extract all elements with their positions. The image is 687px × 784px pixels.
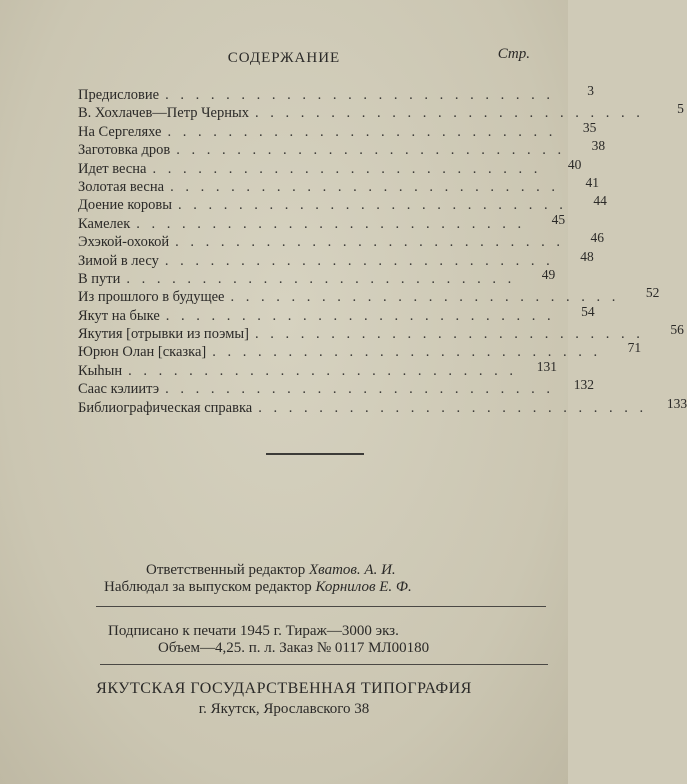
editor-label: Ответственный редактор [146,562,306,578]
leader-dots: . . . . . . . . . . . . . . . . . . . . . . . . . . [165,87,554,103]
toc-entry-page: 56 [670,322,684,338]
toc-entry-page: 3 [587,83,594,98]
toc-entry-title: Юрюн Олан [сказка] [78,344,207,361]
toc-entry-page: 40 [567,156,582,172]
toc-entry-title: Саас кэлиитэ [78,381,160,398]
toc-entry-title: Кыһын [78,362,123,379]
toc-entry-page: 132 [573,377,594,393]
toc-entry-title: Якут на быке [78,307,160,324]
leader-dots: . . . . . . . . . . . . . . . . . . . . . . . . . . [165,381,554,398]
toc-entry-title: Золотая весна [78,178,165,195]
supervisor-line [104,579,412,596]
toc-entry-title: Библиографическая справка [78,399,253,416]
toc-entry-title: В. Хохлачев—Петр Черных [78,105,249,122]
toc-entry-page: 133 [666,395,687,411]
table-of-contents [78,83,687,417]
print-info-line-1: Подписано к печати 1945 г. Тираж—3000 экз. [108,623,399,639]
toc-entry [78,211,566,233]
toc-entry [78,285,660,306]
leader-dots: . . . . . . . . . . . . . . . . . . . . . . . . . . [176,142,566,159]
toc-entry [78,101,684,122]
toc-entry-page: 131 [536,358,558,374]
toc-entry [78,83,594,104]
toc-entry [78,358,558,380]
page-column-label: Стр. [497,46,530,62]
leader-dots: . . . . . . . . . . . . . . . . . . . . . . . . . . [167,123,557,140]
toc-entry-page: 35 [582,119,597,135]
toc-entry-title: Доение коровы [78,197,172,214]
toc-entry [78,266,556,288]
toc-entry [78,138,606,159]
toc-entry-title: Зимой в лесу [78,252,159,269]
toc-entry-page: 52 [645,285,660,301]
toc-entry [78,156,582,178]
toc-entry-title: Заготовка дров [78,142,171,159]
toc-entry-page: 54 [581,303,595,319]
toc-entry-title: Идет весна [78,160,147,177]
toc-entry [78,248,594,270]
leader-dots: . . . . . . . . . . . . . . . . . . . . . . . . . . [128,362,518,379]
supervisor-name: Корнилов Е. Ф. [315,579,412,595]
leader-dots: . . . . . . . . . . . . . . . . . . . . . . . . . . [230,289,620,306]
leader-dots: . . . . . . . . . . . . . . . . . . . . . . . . . . [254,326,644,343]
leader-dots: . . . . . . . . . . . . . . . . . . . . . . . . . . [165,307,555,324]
toc-entry [78,230,605,251]
leader-dots: . . . . . . . . . . . . . . . . . . . . . . . . . . [164,252,554,269]
toc-entry-page: 46 [590,230,605,246]
section-divider [266,453,364,455]
print-info-line-2: Объем—4,25. п. л. Заказ № 0117 МЛ00180 [158,640,430,656]
leader-dots: . . . . . . . . . . . . . . . . . . . . . . . . . . [152,160,542,177]
publisher-name: ЯКУТСКАЯ ГОСУДАРСТВЕННАЯ ТИПОГРАФИЯ [96,680,472,697]
supervisor-label: Наблюдал за выпуском редактор [104,579,312,595]
divider-line [96,606,546,607]
toc-entry-title: В пути [78,270,121,287]
toc-entry-page: 45 [551,211,566,227]
toc-entry-page: 41 [585,174,599,190]
toc-entry [78,303,595,325]
leader-dots: . . . . . . . . . . . . . . . . . . . . . . . . . . [175,234,565,251]
editor-name: Хватов. А. И. [309,562,396,578]
leader-dots: . . . . . . . . . . . . . . . . . . . . . . . . . . [212,344,602,361]
toc-entry-page: 71 [627,340,642,356]
toc-entry [78,377,594,398]
toc-entry [78,193,607,214]
toc-entry [78,340,642,361]
toc-entry-title: Предисловие [78,87,160,103]
toc-entry [78,119,597,141]
publisher-address: г. Якутск, Ярославского 38 [198,701,370,717]
toc-entry-page: 44 [593,193,607,209]
page-title: СОДЕРЖАНИЕ [227,50,341,66]
leader-dots: . . . . . . . . . . . . . . . . . . . . . . . . . . [136,215,526,232]
leader-dots: . . . . . . . . . . . . . . . . . . . . . . . . . . [126,270,516,287]
leader-dots: . . . . . . . . . . . . . . . . . . . . . . . . . . [254,105,644,122]
toc-entry-page: 48 [580,248,594,264]
divider-line [100,664,548,665]
toc-entry-page: 38 [591,138,606,154]
toc-entry-page: 5 [677,101,684,117]
toc-entry [78,322,684,343]
leader-dots: . . . . . . . . . . . . . . . . . . . . . . . . . . [170,178,559,195]
toc-entry-title: Камелек [78,215,131,232]
editor-line [146,562,396,579]
toc-entry-page: 49 [541,266,556,282]
toc-entry [78,174,599,196]
toc-entry-title: Из прошлого в будущее [78,289,225,306]
toc-entry-title: На Сергеляхе [78,123,162,140]
leader-dots: . . . . . . . . . . . . . . . . . . . . . . . . . . [177,197,567,214]
toc-entry-title: Эхэкой-охокой [78,234,170,251]
toc-entry [78,395,687,417]
leader-dots: . . . . . . . . . . . . . . . . . . . . . . . . . . [258,399,648,416]
toc-entry-title: Якутия [отрывки из поэмы] [78,326,249,343]
